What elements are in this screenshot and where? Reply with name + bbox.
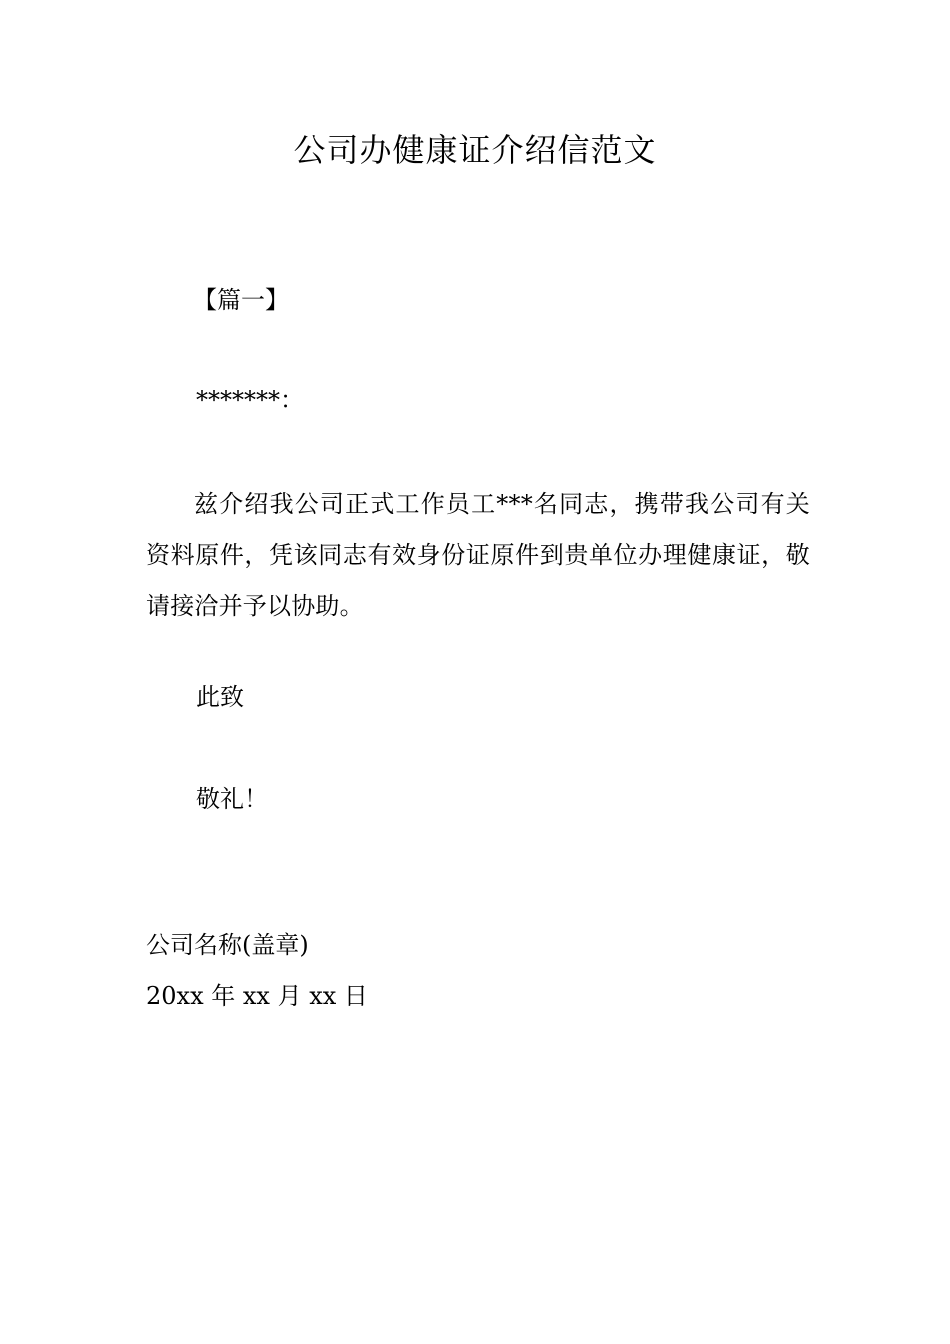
- closing-line-1: 此致: [196, 683, 244, 711]
- company-signature: 公司名称(盖章): [146, 931, 309, 959]
- salutation: *******：: [196, 386, 304, 414]
- body-paragraph: 兹介绍我公司正式工作员工***名同志，携带我公司有关资料原件，凭该同志有效身份证原件到贵单位办理健康证，敬请接洽并予以协助。: [146, 490, 810, 620]
- section-heading: 【篇一】: [193, 286, 289, 314]
- document-date: 20xx 年 xx 月 xx 日: [146, 982, 368, 1010]
- document-title: 公司办健康证介绍信范文: [293, 131, 657, 169]
- closing-line-2: 敬礼！: [196, 785, 268, 813]
